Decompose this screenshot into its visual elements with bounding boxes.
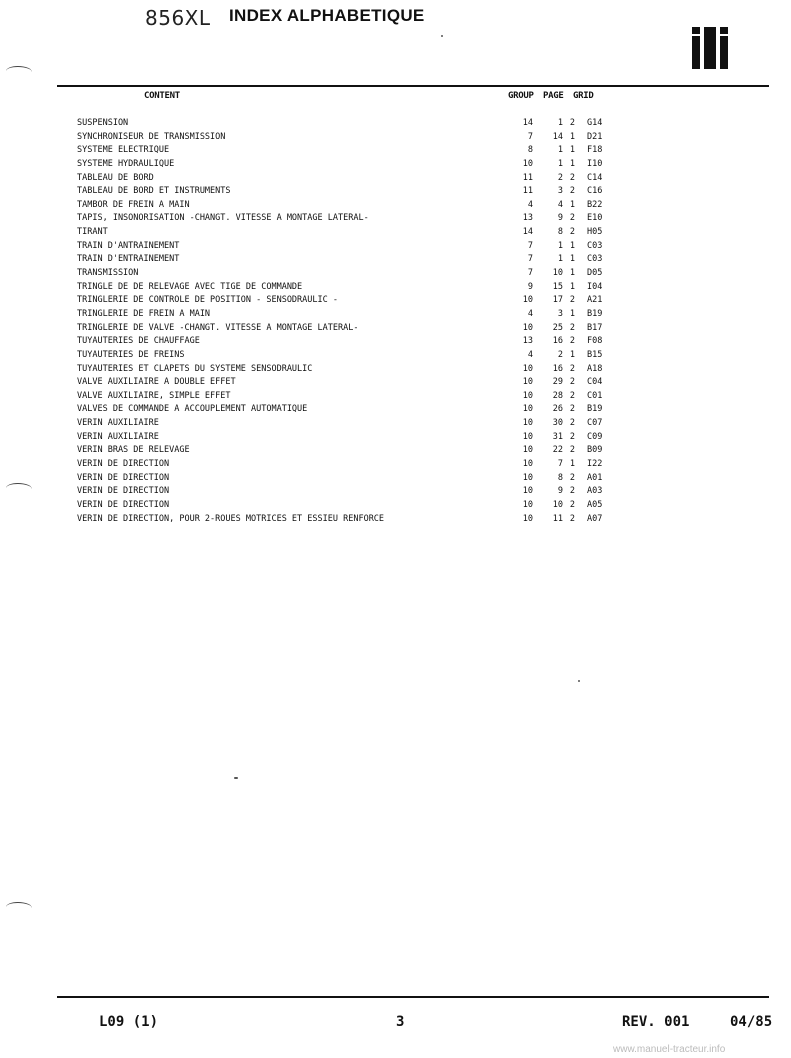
revision-date: 04/85 [730, 1014, 773, 1030]
row-page: 1 [557, 118, 563, 128]
column-header-content: CONTENT [144, 91, 180, 101]
table-row [77, 281, 617, 295]
punch-mark-icon [6, 66, 32, 77]
row-content: VERIN DE DIRECTION [77, 459, 170, 470]
table-row [77, 363, 617, 377]
row-group: 9 [527, 281, 533, 292]
row-grid: C14 [587, 172, 603, 183]
row-page: 3 [557, 186, 563, 197]
row-group: 10 [522, 459, 533, 470]
row-grid: C07 [587, 418, 603, 429]
row-grid: D05 [587, 268, 603, 279]
row-group: 10 [522, 295, 533, 306]
row-grid-page: 2 [569, 118, 575, 128]
row-grid-page: 1 [569, 254, 575, 265]
row-grid: A18 [587, 363, 603, 374]
row-grid: C03 [587, 254, 603, 265]
model-label: 856XL [145, 6, 211, 30]
row-page: 1 [557, 158, 563, 169]
table-row [77, 226, 617, 240]
row-page: 10 [552, 268, 563, 279]
table-row [77, 458, 617, 472]
row-grid-page: 2 [569, 513, 575, 524]
row-grid: I22 [587, 459, 603, 470]
table-row [77, 403, 617, 417]
row-content: TUYAUTERIES DE CHAUFFAGE [77, 336, 200, 347]
row-grid-page: 1 [569, 281, 575, 292]
row-grid-page: 2 [569, 227, 575, 238]
row-content: TIRANT [77, 227, 108, 238]
row-grid-page: 2 [569, 377, 575, 388]
row-content: TUYAUTERIES DE FREINS [77, 349, 185, 360]
scan-speck [234, 777, 238, 779]
row-page: 2 [557, 172, 563, 183]
row-page: 11 [552, 513, 563, 524]
row-grid: C09 [587, 431, 603, 442]
row-grid: A01 [587, 472, 603, 483]
row-grid-page: 1 [569, 131, 575, 142]
table-row [77, 444, 617, 458]
row-page: 29 [552, 377, 563, 388]
row-grid: C03 [587, 240, 603, 251]
row-content: VERIN AUXILIAIRE [77, 418, 159, 429]
row-page: 8 [557, 227, 563, 238]
row-page: 17 [552, 295, 563, 306]
index-table [77, 117, 617, 526]
row-page: 16 [552, 363, 563, 374]
punch-mark-icon [6, 483, 32, 494]
row-page: 7 [557, 459, 563, 470]
table-row [77, 513, 617, 527]
row-grid-page: 1 [569, 308, 575, 319]
row-page: 3 [557, 308, 563, 319]
row-grid-page: 2 [569, 499, 575, 510]
row-content: VERIN DE DIRECTION, POUR 2-ROUES MOTRICES ET ESSIEU RENFORCE [77, 513, 385, 524]
row-content: TRINGLE DE DE RELEVAGE AVEC TIGE DE COMMANDE [77, 281, 303, 292]
scan-speck [578, 680, 580, 682]
row-grid-page: 2 [569, 322, 575, 333]
table-row [77, 240, 617, 254]
row-grid-page: 2 [569, 431, 575, 442]
table-row [77, 349, 617, 363]
row-content: VERIN DE DIRECTION [77, 499, 170, 510]
row-content: VERIN BRAS DE RELEVAGE [77, 445, 190, 456]
row-content: SYSTEME ELECTRIQUE [77, 145, 170, 156]
table-row [77, 267, 617, 281]
row-group: 10 [522, 322, 533, 333]
row-content: TABLEAU DE BORD ET INSTRUMENTS [77, 186, 231, 197]
row-group: 7 [527, 240, 533, 251]
row-group: 10 [522, 472, 533, 483]
row-group: 10 [522, 499, 533, 510]
table-row [77, 185, 617, 199]
row-grid: F18 [587, 145, 603, 156]
row-content: TRINGLERIE DE CONTROLE DE POSITION - SENSODRAULIC - [77, 295, 338, 306]
watermark-text: www.manuel-tracteur.info [613, 1044, 726, 1055]
row-group: 10 [522, 404, 533, 415]
row-grid: F08 [587, 336, 603, 347]
row-page: 16 [552, 336, 563, 347]
scan-speck [441, 35, 443, 37]
row-content: SYNCHRONISEUR DE TRANSMISSION [77, 131, 226, 142]
row-grid: C01 [587, 390, 603, 401]
row-group: 7 [527, 268, 533, 279]
row-page: 8 [557, 472, 563, 483]
row-content: TRINGLERIE DE VALVE -CHANGT. VITESSE A MONTAGE LATERAL- [77, 322, 359, 333]
row-page: 9 [557, 486, 563, 497]
row-content: TRINGLERIE DE FREIN A MAIN [77, 308, 211, 319]
row-group: 10 [522, 486, 533, 497]
row-grid-page: 1 [569, 145, 575, 156]
row-group: 11 [522, 186, 533, 197]
row-grid: A05 [587, 499, 603, 510]
row-group: 4 [527, 349, 533, 360]
row-grid-page: 1 [569, 349, 575, 360]
table-row [77, 253, 617, 267]
row-grid: B17 [587, 322, 603, 333]
header-rule [57, 85, 769, 87]
row-group: 10 [522, 445, 533, 456]
row-page: 15 [552, 281, 563, 292]
row-grid-page: 2 [569, 172, 575, 183]
row-grid: A07 [587, 513, 603, 524]
row-grid: I10 [587, 158, 603, 169]
row-group: 11 [522, 172, 533, 183]
table-row [77, 158, 617, 172]
row-grid-page: 2 [569, 295, 575, 306]
row-grid-page: 2 [569, 418, 575, 429]
row-page: 22 [552, 445, 563, 456]
row-content: VALVE AUXILIAIRE A DOUBLE EFFET [77, 377, 236, 388]
row-grid-page: 1 [569, 459, 575, 470]
row-grid-page: 2 [569, 472, 575, 483]
table-row [77, 376, 617, 390]
row-group: 7 [527, 254, 533, 265]
row-group: 7 [527, 131, 533, 142]
row-page: 30 [552, 418, 563, 429]
row-group: 10 [522, 377, 533, 388]
row-group: 14 [522, 227, 533, 238]
row-group: 4 [527, 199, 533, 210]
row-content: VERIN DE DIRECTION [77, 486, 170, 497]
row-grid: C04 [587, 377, 603, 388]
row-page: 14 [552, 131, 563, 142]
row-content: SUSPENSION [77, 118, 129, 128]
ih-logo-icon [690, 27, 730, 69]
row-grid-page: 2 [569, 213, 575, 224]
table-row [77, 172, 617, 186]
row-group: 10 [522, 158, 533, 169]
row-content: TAMBOR DE FREIN A MAIN [77, 199, 190, 210]
row-content: SYSTEME HYDRAULIQUE [77, 158, 175, 169]
row-page: 9 [557, 213, 563, 224]
row-grid: A21 [587, 295, 603, 306]
table-row [77, 485, 617, 499]
row-grid-page: 2 [569, 404, 575, 415]
table-row [77, 131, 617, 145]
row-page: 1 [557, 145, 563, 156]
table-row [77, 144, 617, 158]
row-grid: H05 [587, 227, 603, 238]
row-group: 13 [522, 336, 533, 347]
row-group: 10 [522, 418, 533, 429]
table-row [77, 117, 617, 131]
row-grid-page: 2 [569, 363, 575, 374]
row-grid-page: 1 [569, 268, 575, 279]
row-page: 28 [552, 390, 563, 401]
row-content: VERIN AUXILIAIRE [77, 431, 159, 442]
table-row [77, 431, 617, 445]
row-grid: B15 [587, 349, 603, 360]
row-group: 14 [522, 118, 533, 128]
row-grid-page: 1 [569, 158, 575, 169]
row-group: 10 [522, 363, 533, 374]
row-page: 4 [557, 199, 563, 210]
row-grid: C16 [587, 186, 603, 197]
row-page: 1 [557, 240, 563, 251]
footer-rule [57, 996, 769, 998]
table-row [77, 199, 617, 213]
row-page: 25 [552, 322, 563, 333]
table-row [77, 417, 617, 431]
row-grid: B22 [587, 199, 603, 210]
row-content: TRANSMISSION [77, 268, 139, 279]
row-grid: B19 [587, 404, 603, 415]
row-grid: E10 [587, 213, 603, 224]
row-grid: A03 [587, 486, 603, 497]
row-page: 1 [557, 254, 563, 265]
row-page: 31 [552, 431, 563, 442]
row-grid-page: 2 [569, 445, 575, 456]
row-group: 10 [522, 431, 533, 442]
table-row [77, 499, 617, 513]
table-row [77, 212, 617, 226]
table-row [77, 390, 617, 404]
row-grid-page: 2 [569, 486, 575, 497]
table-row [77, 322, 617, 336]
row-content: TRAIN D'ANTRAINEMENT [77, 240, 180, 251]
row-page: 2 [557, 349, 563, 360]
row-content: VALVES DE COMMANDE A ACCOUPLEMENT AUTOMATIQUE [77, 404, 308, 415]
row-grid: B19 [587, 308, 603, 319]
column-header-group: GROUP [508, 91, 534, 101]
table-row [77, 294, 617, 308]
revision-label: REV. 001 [622, 1014, 690, 1030]
row-content: VALVE AUXILIAIRE, SIMPLE EFFET [77, 390, 231, 401]
row-content: TAPIS, INSONORISATION -CHANGT. VITESSE A MONTAGE LATERAL- [77, 213, 369, 224]
page-number: 3 [396, 1014, 405, 1030]
row-grid-page: 1 [569, 199, 575, 210]
row-grid: D21 [587, 131, 603, 142]
row-group: 8 [527, 145, 533, 156]
row-content: TABLEAU DE BORD [77, 172, 154, 183]
column-header-page: PAGE [543, 91, 564, 101]
row-grid-page: 2 [569, 336, 575, 347]
row-content: TUYAUTERIES ET CLAPETS DU SYSTEME SENSODRAULIC [77, 363, 313, 374]
table-row [77, 472, 617, 486]
row-grid-page: 2 [569, 390, 575, 401]
row-group: 4 [527, 308, 533, 319]
document-code: L09 (1) [99, 1014, 159, 1030]
page-title: INDEX ALPHABETIQUE [229, 6, 425, 25]
row-grid-page: 1 [569, 240, 575, 251]
row-grid: G14 [587, 118, 603, 128]
row-grid-page: 2 [569, 186, 575, 197]
column-header-grid: GRID [573, 91, 594, 101]
table-row [77, 308, 617, 322]
row-grid: B09 [587, 445, 603, 456]
row-page: 26 [552, 404, 563, 415]
row-group: 13 [522, 213, 533, 224]
punch-mark-icon [6, 902, 32, 913]
row-content: VERIN DE DIRECTION [77, 472, 170, 483]
table-row [77, 335, 617, 349]
row-group: 10 [522, 513, 533, 524]
row-page: 10 [552, 499, 563, 510]
row-group: 10 [522, 390, 533, 401]
row-content: TRAIN D'ENTRAINEMENT [77, 254, 180, 265]
row-grid: I04 [587, 281, 603, 292]
